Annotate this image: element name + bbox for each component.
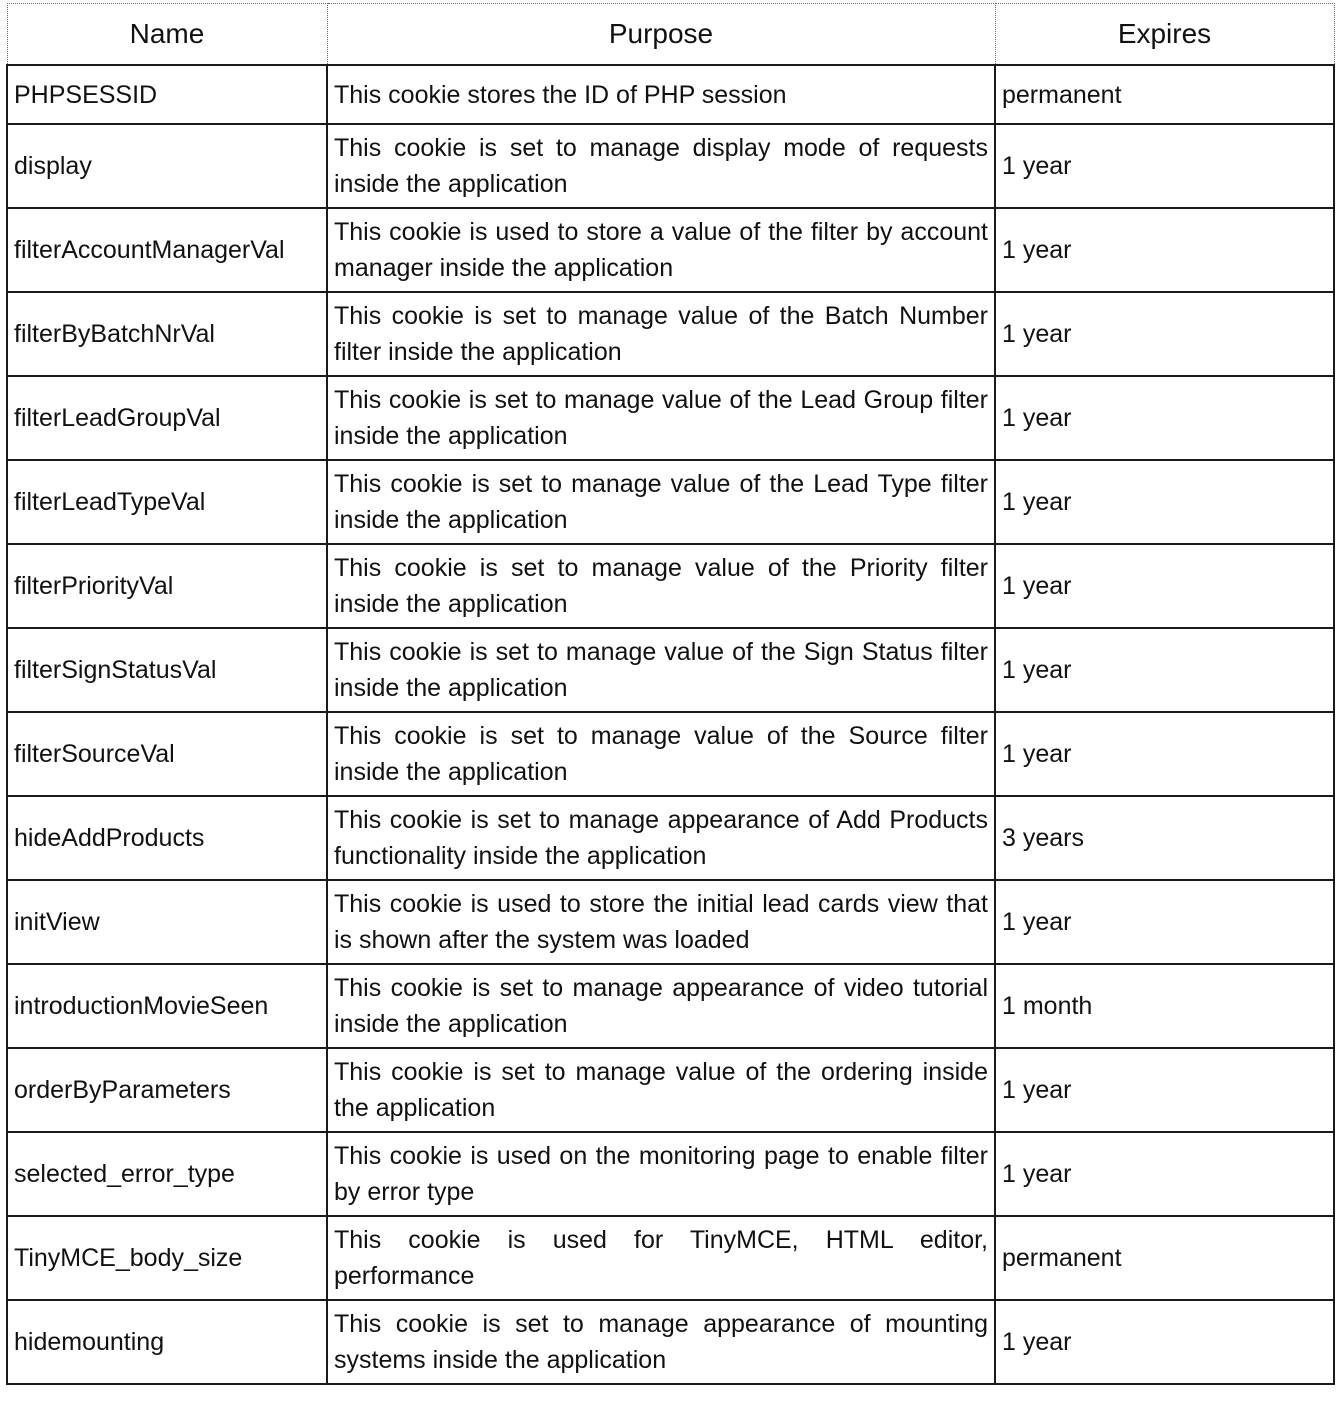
- cookie-purpose-cell: This cookie is set to manage value of the Source filter inside the application: [327, 712, 995, 796]
- cookie-table: [6, 3, 1335, 1385]
- cookie-expires-cell: 1 year: [995, 460, 1334, 544]
- cookie-purpose-cell: This cookie is set to manage display mode of requests inside the application: [327, 124, 995, 208]
- column-header-expires: Expires: [995, 4, 1334, 66]
- table-row: [7, 124, 1334, 208]
- cookie-name-cell: filterLeadGroupVal: [7, 376, 327, 460]
- table-row: [7, 376, 1334, 460]
- table-row: [7, 712, 1334, 796]
- cookie-purpose-cell: This cookie is used on the monitoring page to enable filter by error type: [327, 1132, 995, 1216]
- table-row: [7, 544, 1334, 628]
- cookie-purpose-cell: This cookie is set to manage appearance of Add Products functionality inside the application: [327, 796, 995, 880]
- cookie-expires-cell: 1 year: [995, 712, 1334, 796]
- cookie-expires-cell: 1 year: [995, 544, 1334, 628]
- cookie-name-cell: initView: [7, 880, 327, 964]
- cookie-name-cell: filterLeadTypeVal: [7, 460, 327, 544]
- cookie-expires-cell: permanent: [995, 1216, 1334, 1300]
- cookie-purpose-cell: This cookie is used to store the initial lead cards view that is shown after the system was loaded: [327, 880, 995, 964]
- cookie-expires-cell: 1 year: [995, 376, 1334, 460]
- column-header-purpose: Purpose: [327, 4, 995, 66]
- cookie-expires-cell: 1 month: [995, 964, 1334, 1048]
- cookie-name-cell: PHPSESSID: [7, 65, 327, 124]
- cookie-name-cell: selected_error_type: [7, 1132, 327, 1216]
- cookie-expires-cell: 1 year: [995, 124, 1334, 208]
- cookie-purpose-cell: This cookie is set to manage value of the Priority filter inside the application: [327, 544, 995, 628]
- cookie-expires-cell: 1 year: [995, 1300, 1334, 1384]
- cookie-expires-cell: 1 year: [995, 1048, 1334, 1132]
- cookie-purpose-cell: This cookie is set to manage value of the ordering inside the application: [327, 1048, 995, 1132]
- cookie-purpose-cell: This cookie is set to manage value of the Lead Group filter inside the application: [327, 376, 995, 460]
- table-row: [7, 292, 1334, 376]
- cookie-name-cell: hideAddProducts: [7, 796, 327, 880]
- cookie-purpose-cell: This cookie stores the ID of PHP session: [327, 65, 995, 124]
- table-row: [7, 964, 1334, 1048]
- cookie-name-cell: filterPriorityVal: [7, 544, 327, 628]
- cookie-purpose-cell: This cookie is set to manage value of the Batch Number filter inside the application: [327, 292, 995, 376]
- table-row: [7, 1300, 1334, 1384]
- table-row: [7, 1048, 1334, 1132]
- table-row: [7, 880, 1334, 964]
- table-row: [7, 460, 1334, 544]
- cookie-name-cell: introductionMovieSeen: [7, 964, 327, 1048]
- table-row: [7, 628, 1334, 712]
- cookie-purpose-cell: This cookie is set to manage value of the Lead Type filter inside the application: [327, 460, 995, 544]
- table-row: [7, 208, 1334, 292]
- cookie-purpose-cell: This cookie is used to store a value of the filter by account manager inside the application: [327, 208, 995, 292]
- cookie-expires-cell: 3 years: [995, 796, 1334, 880]
- cookie-expires-cell: 1 year: [995, 880, 1334, 964]
- table-header-row: [7, 4, 1334, 66]
- table-row: [7, 1216, 1334, 1300]
- cookie-expires-cell: 1 year: [995, 628, 1334, 712]
- table-row: [7, 1132, 1334, 1216]
- cookie-purpose-cell: This cookie is set to manage value of the Sign Status filter inside the application: [327, 628, 995, 712]
- column-header-name: Name: [7, 4, 327, 66]
- table-row: [7, 65, 1334, 124]
- cookie-name-cell: TinyMCE_body_size: [7, 1216, 327, 1300]
- cookie-table-container: [6, 3, 1335, 1385]
- cookie-expires-cell: 1 year: [995, 1132, 1334, 1216]
- cookie-purpose-cell: This cookie is used for TinyMCE, HTML editor, performance: [327, 1216, 995, 1300]
- cookie-name-cell: filterSourceVal: [7, 712, 327, 796]
- cookie-name-cell: filterAccountManagerVal: [7, 208, 327, 292]
- cookie-purpose-cell: This cookie is set to manage appearance of mounting systems inside the application: [327, 1300, 995, 1384]
- table-row: [7, 796, 1334, 880]
- cookie-name-cell: display: [7, 124, 327, 208]
- cookie-name-cell: filterByBatchNrVal: [7, 292, 327, 376]
- cookie-name-cell: hidemounting: [7, 1300, 327, 1384]
- cookie-expires-cell: 1 year: [995, 208, 1334, 292]
- cookie-name-cell: filterSignStatusVal: [7, 628, 327, 712]
- cookie-purpose-cell: This cookie is set to manage appearance of video tutorial inside the application: [327, 964, 995, 1048]
- cookie-name-cell: orderByParameters: [7, 1048, 327, 1132]
- cookie-expires-cell: permanent: [995, 65, 1334, 124]
- cookie-expires-cell: 1 year: [995, 292, 1334, 376]
